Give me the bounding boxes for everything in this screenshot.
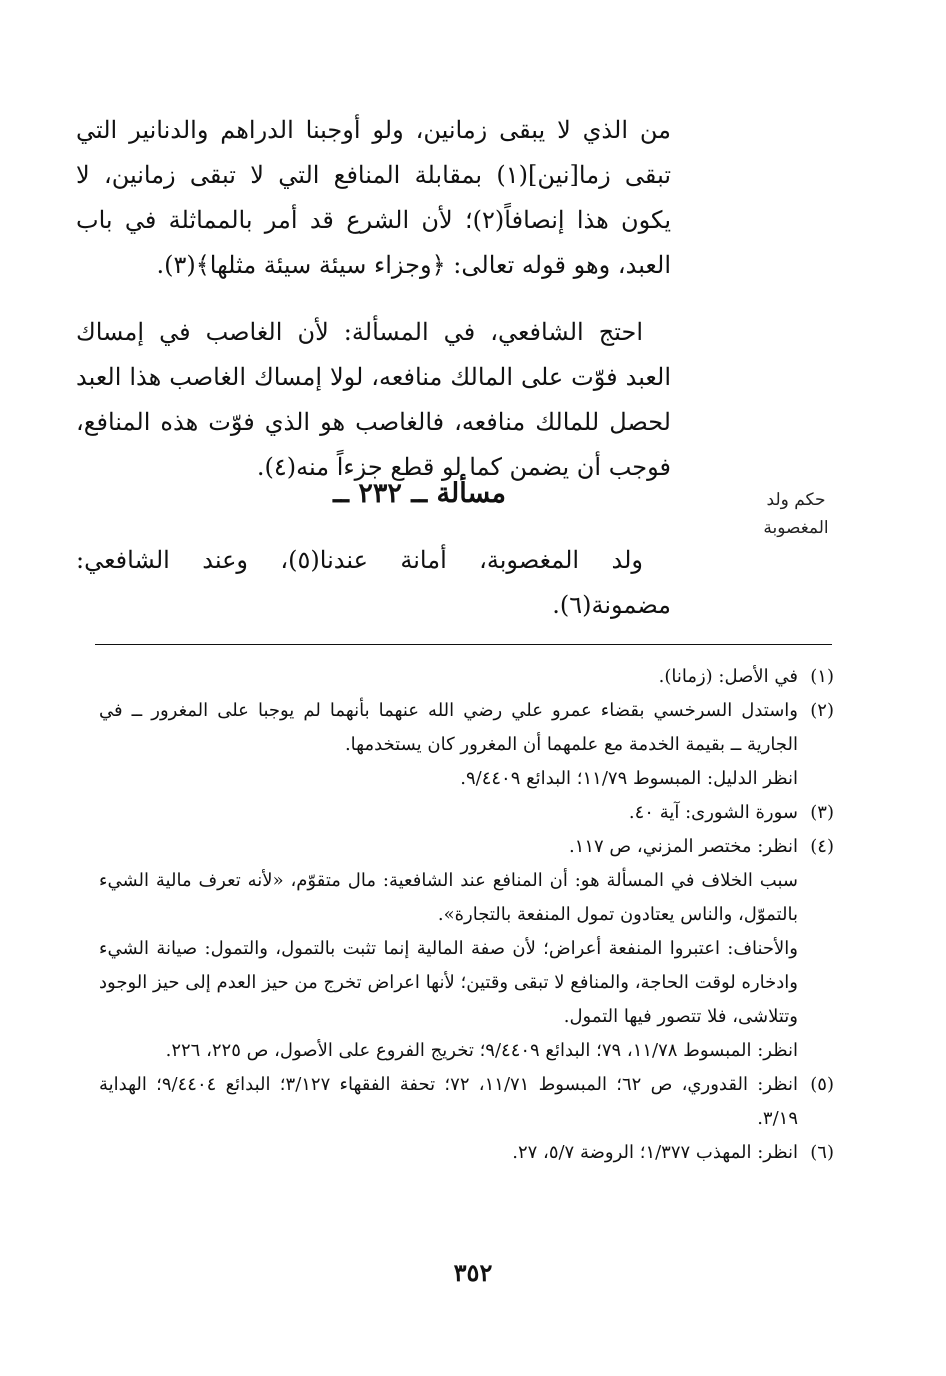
footnote-number: (٤) xyxy=(810,836,834,857)
ruling-text xyxy=(76,538,671,628)
margin-note: حكم ولد المغصوبة xyxy=(763,490,829,538)
issue-heading: مسألة ــ ٢٣٢ ــ xyxy=(333,478,506,509)
footnote-number: (٥) xyxy=(810,1074,834,1095)
main-paragraph-2: احتج الشافعي، في المسألة: لأن الغاصب في إمساك العبد فوّت على المالك منافعه، لولا إمساك الغاصب هذا العبد لحصل للمالك منافعه، فالغاصب هو الذي فوّت هذه المنافع، فوجب أن يضمن كما لو قطع جزءاً منه(٤). xyxy=(76,318,671,481)
footnote-4 xyxy=(99,830,834,864)
footnote-2 xyxy=(99,694,834,762)
footnote-3 xyxy=(99,796,834,830)
main-text xyxy=(76,108,671,512)
footnote-text: سورة الشورى: آية ٤٠. xyxy=(628,802,798,823)
footnote-text: انظر: مختصر المزني، ص ١١٧. xyxy=(568,836,798,857)
footnote-1 xyxy=(99,660,834,694)
footnote-4-reference: انظر: المبسوط ١١/٧٨، ٧٩؛ البدائع ٩/٤٤٠٩؛ تخريج الفروع على الأصول، ص ٢٢٥، ٢٢٦. xyxy=(165,1040,798,1061)
footnote-divider xyxy=(95,644,832,645)
footnote-number: (٦) xyxy=(810,1142,834,1163)
footnote-text: في الأصل: (زمانا). xyxy=(658,666,798,687)
footnote-text: واستدل السرخسي بقضاء عمرو علي رضي الله عنهما بأنهما لم يوجبا على المغرور ــ في الجارية ــ بقيمة الخدمة مع علمهما أن المغرور كان يستخدمها. xyxy=(99,700,798,755)
footnotes xyxy=(99,660,834,1170)
footnote-number: (٣) xyxy=(810,802,834,823)
page-number: ٣٥٢ xyxy=(453,1258,493,1287)
footnote-4-cause: سبب الخلاف في المسألة هو: أن المنافع عند الشافعية: مال متقوّم، «لأنه تعرف مالية الشيء بالتموّل، والناس يعتادون تمول المنفعة بالتجارة». xyxy=(99,870,798,925)
footnote-2-reference: انظر الدليل: المبسوط ١١/٧٩؛ البدائع ٩/٤٤٠٩. xyxy=(460,768,798,789)
footnote-number: (٢) xyxy=(810,700,834,721)
footnote-4-hanafi: والأحناف: اعتبروا المنفعة أعراض؛ لأن صفة المالية إنما تثبت بالتمول، والتمول: صيانة الشيء وادخاره لوقت الحاجة، والمنافع لا تبقى وقتين؛ لأنها اعراض تخرج من حيز العدم إلى حيز الوجود وتتلاشى، فلا تتصور فيها التمول. xyxy=(99,938,798,1027)
footnote-5 xyxy=(99,1068,834,1136)
footnote-number: (١) xyxy=(810,666,834,687)
footnote-text: انظر: القدوري، ص ٦٢؛ المبسوط ١١/٧١، ٧٢؛ تحفة الفقهاء ٣/١٢٧؛ البدائع ٩/٤٤٠٤؛ الهداية ٣/١٩. xyxy=(99,1074,798,1129)
footnote-text: انظر: المهذب ١/٣٧٧؛ الروضة ٥/٧، ٢٧. xyxy=(512,1142,798,1163)
main-paragraph-1: من الذي لا يبقى زمانين، ولو أوجبنا الدراهم والدنانير التي تبقى زما[نين](١) بمقابلة المنافع التي لا تبقى زمانين، لا يكون هذا إنصافاً(٢)؛ لأن الشرع قد أمر بالمماثلة في باب العبد، وهو قوله تعالى: ﴿وجزاء سيئة سيئة مثلها﴾(٣). xyxy=(76,116,671,279)
footnote-6 xyxy=(99,1136,834,1170)
ruling-paragraph: ولد المغصوبة، أمانة عندنا(٥)، وعند الشافعي: مضمونة(٦). xyxy=(76,546,671,619)
